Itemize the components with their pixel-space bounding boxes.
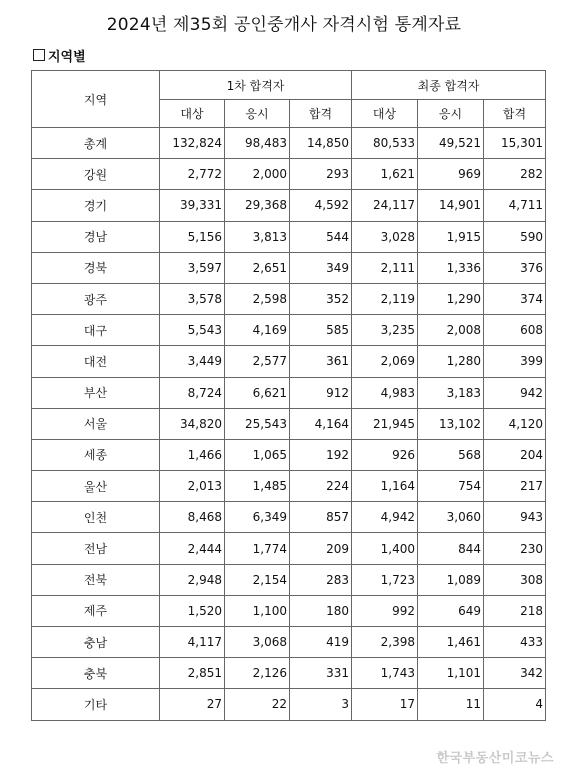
value-cell: 943	[484, 502, 546, 533]
table-row	[32, 658, 546, 689]
value-cell: 293	[290, 159, 352, 190]
value-cell: 1,065	[225, 439, 290, 470]
value-cell: 14,901	[418, 190, 484, 221]
region-cell: 세종	[32, 439, 160, 470]
subheader-first-target: 대상	[160, 100, 225, 128]
value-cell: 3,235	[352, 315, 418, 346]
value-cell: 132,824	[160, 128, 225, 159]
value-cell: 13,102	[418, 408, 484, 439]
value-cell: 568	[418, 439, 484, 470]
value-cell: 3,578	[160, 283, 225, 314]
value-cell: 5,156	[160, 221, 225, 252]
value-cell: 2,444	[160, 533, 225, 564]
value-cell: 3,449	[160, 346, 225, 377]
region-cell: 충북	[32, 658, 160, 689]
value-cell: 331	[290, 658, 352, 689]
value-cell: 969	[418, 159, 484, 190]
value-cell: 992	[352, 595, 418, 626]
value-cell: 857	[290, 502, 352, 533]
region-cell: 경북	[32, 252, 160, 283]
value-cell: 4,164	[290, 408, 352, 439]
value-cell: 4,711	[484, 190, 546, 221]
table-row	[32, 190, 546, 221]
table-body	[32, 128, 546, 721]
value-cell: 590	[484, 221, 546, 252]
header-region: 지역	[32, 71, 160, 128]
value-cell: 585	[290, 315, 352, 346]
value-cell: 218	[484, 595, 546, 626]
watermark: 한국부동산미코뉴스	[436, 751, 554, 766]
value-cell: 2,577	[225, 346, 290, 377]
value-cell: 27	[160, 689, 225, 720]
region-cell: 대구	[32, 315, 160, 346]
value-cell: 8,468	[160, 502, 225, 533]
value-cell: 1,621	[352, 159, 418, 190]
value-cell: 2,000	[225, 159, 290, 190]
value-cell: 2,126	[225, 658, 290, 689]
value-cell: 342	[484, 658, 546, 689]
value-cell: 1,280	[418, 346, 484, 377]
table-row	[32, 439, 546, 470]
value-cell: 29,368	[225, 190, 290, 221]
header-first-pass: 1차 합격자	[160, 71, 352, 100]
value-cell: 942	[484, 377, 546, 408]
value-cell: 4,942	[352, 502, 418, 533]
value-cell: 2,398	[352, 627, 418, 658]
value-cell: 754	[418, 471, 484, 502]
table-row	[32, 564, 546, 595]
table-row	[32, 689, 546, 720]
value-cell: 230	[484, 533, 546, 564]
value-cell: 844	[418, 533, 484, 564]
value-cell: 4,117	[160, 627, 225, 658]
checkbox-icon	[33, 49, 45, 61]
section-heading	[33, 46, 86, 64]
value-cell: 3,813	[225, 221, 290, 252]
value-cell: 17	[352, 689, 418, 720]
table-row	[32, 595, 546, 626]
value-cell: 361	[290, 346, 352, 377]
value-cell: 374	[484, 283, 546, 314]
value-cell: 926	[352, 439, 418, 470]
region-cell: 충남	[32, 627, 160, 658]
value-cell: 98,483	[225, 128, 290, 159]
value-cell: 34,820	[160, 408, 225, 439]
table-row	[32, 128, 546, 159]
value-cell: 2,948	[160, 564, 225, 595]
value-cell: 1,089	[418, 564, 484, 595]
value-cell: 544	[290, 221, 352, 252]
value-cell: 1,101	[418, 658, 484, 689]
region-cell: 전남	[32, 533, 160, 564]
value-cell: 22	[225, 689, 290, 720]
region-cell: 광주	[32, 283, 160, 314]
value-cell: 1,723	[352, 564, 418, 595]
region-cell: 총계	[32, 128, 160, 159]
value-cell: 3,028	[352, 221, 418, 252]
region-cell: 제주	[32, 595, 160, 626]
value-cell: 2,772	[160, 159, 225, 190]
value-cell: 2,013	[160, 471, 225, 502]
header-final-pass: 최종 합격자	[352, 71, 546, 100]
value-cell: 1,520	[160, 595, 225, 626]
value-cell: 3,068	[225, 627, 290, 658]
value-cell: 2,111	[352, 252, 418, 283]
value-cell: 3,060	[418, 502, 484, 533]
value-cell: 1,915	[418, 221, 484, 252]
value-cell: 8,724	[160, 377, 225, 408]
region-cell: 서울	[32, 408, 160, 439]
value-cell: 1,164	[352, 471, 418, 502]
value-cell: 433	[484, 627, 546, 658]
value-cell: 1,485	[225, 471, 290, 502]
value-cell: 4,169	[225, 315, 290, 346]
table-row	[32, 471, 546, 502]
value-cell: 608	[484, 315, 546, 346]
value-cell: 204	[484, 439, 546, 470]
value-cell: 1,290	[418, 283, 484, 314]
value-cell: 282	[484, 159, 546, 190]
value-cell: 2,651	[225, 252, 290, 283]
value-cell: 2,119	[352, 283, 418, 314]
value-cell: 1,774	[225, 533, 290, 564]
region-cell: 울산	[32, 471, 160, 502]
table-row	[32, 252, 546, 283]
table-row	[32, 283, 546, 314]
value-cell: 649	[418, 595, 484, 626]
table-row	[32, 377, 546, 408]
value-cell: 49,521	[418, 128, 484, 159]
value-cell: 192	[290, 439, 352, 470]
value-cell: 2,598	[225, 283, 290, 314]
table-row	[32, 533, 546, 564]
region-cell: 대전	[32, 346, 160, 377]
table-row	[32, 159, 546, 190]
value-cell: 11	[418, 689, 484, 720]
value-cell: 6,621	[225, 377, 290, 408]
value-cell: 21,945	[352, 408, 418, 439]
value-cell: 912	[290, 377, 352, 408]
value-cell: 308	[484, 564, 546, 595]
value-cell: 224	[290, 471, 352, 502]
region-cell: 기타	[32, 689, 160, 720]
value-cell: 14,850	[290, 128, 352, 159]
table-row	[32, 346, 546, 377]
table-row	[32, 502, 546, 533]
value-cell: 217	[484, 471, 546, 502]
value-cell: 2,154	[225, 564, 290, 595]
value-cell: 1,100	[225, 595, 290, 626]
table-row	[32, 408, 546, 439]
value-cell: 1,400	[352, 533, 418, 564]
value-cell: 4	[484, 689, 546, 720]
table-row	[32, 221, 546, 252]
value-cell: 4,983	[352, 377, 418, 408]
subheader-final-applied: 응시	[418, 100, 484, 128]
value-cell: 1,336	[418, 252, 484, 283]
value-cell: 5,543	[160, 315, 225, 346]
value-cell: 283	[290, 564, 352, 595]
value-cell: 1,466	[160, 439, 225, 470]
value-cell: 6,349	[225, 502, 290, 533]
value-cell: 352	[290, 283, 352, 314]
value-cell: 15,301	[484, 128, 546, 159]
page-title: 2024년 제35회 공인중개사 자격시험 통계자료	[106, 15, 462, 35]
section-label: 지역별	[48, 49, 86, 65]
subheader-first-passed: 합격	[290, 100, 352, 128]
value-cell: 419	[290, 627, 352, 658]
value-cell: 2,069	[352, 346, 418, 377]
value-cell: 39,331	[160, 190, 225, 221]
value-cell: 80,533	[352, 128, 418, 159]
subheader-first-applied: 응시	[225, 100, 290, 128]
value-cell: 1,461	[418, 627, 484, 658]
value-cell: 399	[484, 346, 546, 377]
value-cell: 25,543	[225, 408, 290, 439]
region-cell: 부산	[32, 377, 160, 408]
value-cell: 3,597	[160, 252, 225, 283]
value-cell: 3,183	[418, 377, 484, 408]
value-cell: 180	[290, 595, 352, 626]
value-cell: 24,117	[352, 190, 418, 221]
value-cell: 209	[290, 533, 352, 564]
value-cell: 376	[484, 252, 546, 283]
value-cell: 349	[290, 252, 352, 283]
table-row	[32, 315, 546, 346]
region-cell: 강원	[32, 159, 160, 190]
region-cell: 전북	[32, 564, 160, 595]
region-cell: 경기	[32, 190, 160, 221]
statistics-table	[31, 70, 546, 721]
subheader-final-passed: 합격	[484, 100, 546, 128]
value-cell: 3	[290, 689, 352, 720]
value-cell: 2,008	[418, 315, 484, 346]
subheader-final-target: 대상	[352, 100, 418, 128]
region-cell: 경남	[32, 221, 160, 252]
value-cell: 1,743	[352, 658, 418, 689]
value-cell: 4,592	[290, 190, 352, 221]
table-row	[32, 627, 546, 658]
value-cell: 2,851	[160, 658, 225, 689]
value-cell: 4,120	[484, 408, 546, 439]
region-cell: 인천	[32, 502, 160, 533]
